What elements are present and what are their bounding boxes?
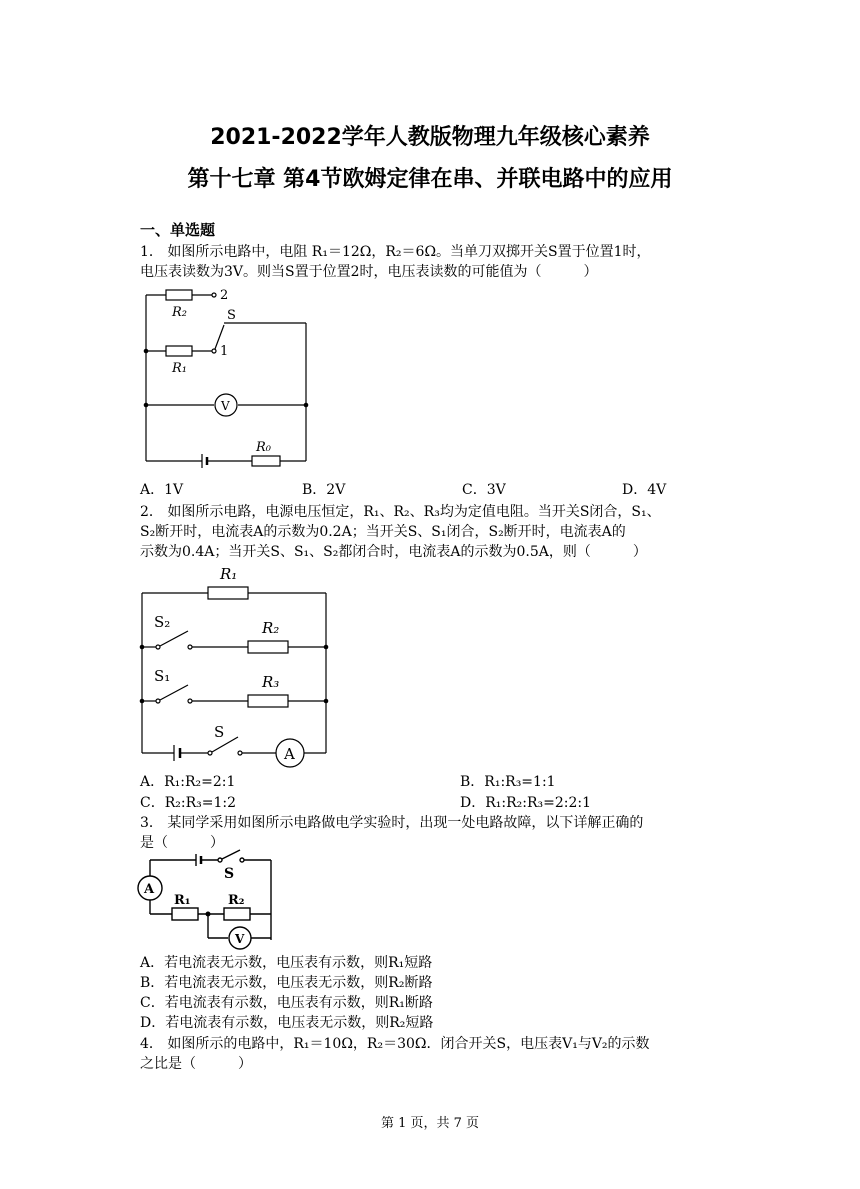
voltmeter-symbol: V <box>235 932 245 946</box>
q2-option-c: C．R₂:R₃=1:2 <box>140 795 236 811</box>
question-3-line-1: 3． 某同学采用如图所示电路做电学实验时，出现一处电路故障，以下详解正确的 <box>140 815 644 831</box>
document-title: 2021-2022学年人教版物理九年级核心素养 <box>210 125 650 150</box>
q3-option-b: B．若电流表无示数，电压表无示数，则R₂断路 <box>140 975 433 991</box>
q3-option-a: A．若电流表无示数，电压表有示数，则R₁短路 <box>140 955 433 971</box>
question-3-line-2: 是（ ） <box>140 835 224 851</box>
section-heading: 一、单选题 <box>140 221 216 239</box>
voltmeter-symbol: V <box>221 399 230 413</box>
page-footer: 第 1 页，共 7 页 <box>380 1116 480 1131</box>
question-2-line-2: S₂断开时，电流表A的示数为0.2A；当开关S、S₁闭合，S₂断开时，电流表A的 <box>140 524 626 540</box>
question-2-line-3: 示数为0.4A；当开关S、S₁、S₂都闭合时，电流表A的示数为0.5A，则（ ） <box>140 544 647 560</box>
q3-option-d: D．若电流表有示数，电压表无示数，则R₂短路 <box>140 1015 434 1031</box>
q2-option-a: A．R₁:R₂=2:1 <box>140 774 236 790</box>
label-r3: R₃ <box>262 673 280 691</box>
chapter-title: 第十七章 第4节欧姆定律在串、并联电路中的应用 <box>187 167 673 192</box>
question-2-line-1: 2． 如图所示电路，电源电压恒定，R₁、R₂、R₃均为定值电阻。当开关S闭合，S₁、 <box>140 504 661 520</box>
label-position-2: 2 <box>220 288 229 303</box>
q1-option-d: D．4V <box>622 482 667 498</box>
q2-option-d: D．R₁:R₂:R₃=2:2:1 <box>460 795 592 811</box>
label-r2: R₂ <box>228 893 245 908</box>
label-r2: R₂ <box>172 305 187 320</box>
ammeter-symbol: A <box>144 882 155 897</box>
label-r0: R₀ <box>256 440 271 455</box>
q2-option-b: B．R₁:R₃=1:1 <box>460 774 556 790</box>
question-1-line-1: 1． 如图所示电路中，电阻 R₁＝12Ω，R₂＝6Ω。当单刀双掷开关S置于位置1时， <box>140 244 651 260</box>
label-s1: S₁ <box>154 667 171 685</box>
circuit-figure-2 <box>140 565 335 765</box>
circuit-figure-1 <box>140 283 320 473</box>
circuit-figure-3 <box>138 852 278 948</box>
label-r1: R₁ <box>172 361 187 376</box>
q1-option-b: B．2V <box>302 482 346 498</box>
label-position-1: 1 <box>220 344 229 359</box>
q1-option-a: A．1V <box>140 482 184 498</box>
ammeter-symbol: A <box>284 745 295 763</box>
label-s: S <box>214 723 225 741</box>
q3-option-c: C．若电流表有示数，电压表有示数，则R₁断路 <box>140 995 433 1011</box>
label-s2: S₂ <box>154 613 171 631</box>
label-switch: S <box>227 308 236 323</box>
label-s: S <box>224 866 235 882</box>
q1-option-c: C．3V <box>462 482 506 498</box>
label-r2: R₂ <box>262 619 280 637</box>
label-r1: R₁ <box>220 565 238 583</box>
question-1-line-2: 电压表读数为3V。则当S置于位置2时，电压表读数的可能值为（ ） <box>140 264 598 280</box>
question-4-line-1: 4． 如图所示的电路中，R₁＝10Ω，R₂＝30Ω．闭合开关S，电压表V₁与V₂的示数 <box>140 1036 650 1052</box>
label-r1: R₁ <box>174 893 191 908</box>
question-4-line-2: 之比是（ ） <box>140 1056 252 1072</box>
